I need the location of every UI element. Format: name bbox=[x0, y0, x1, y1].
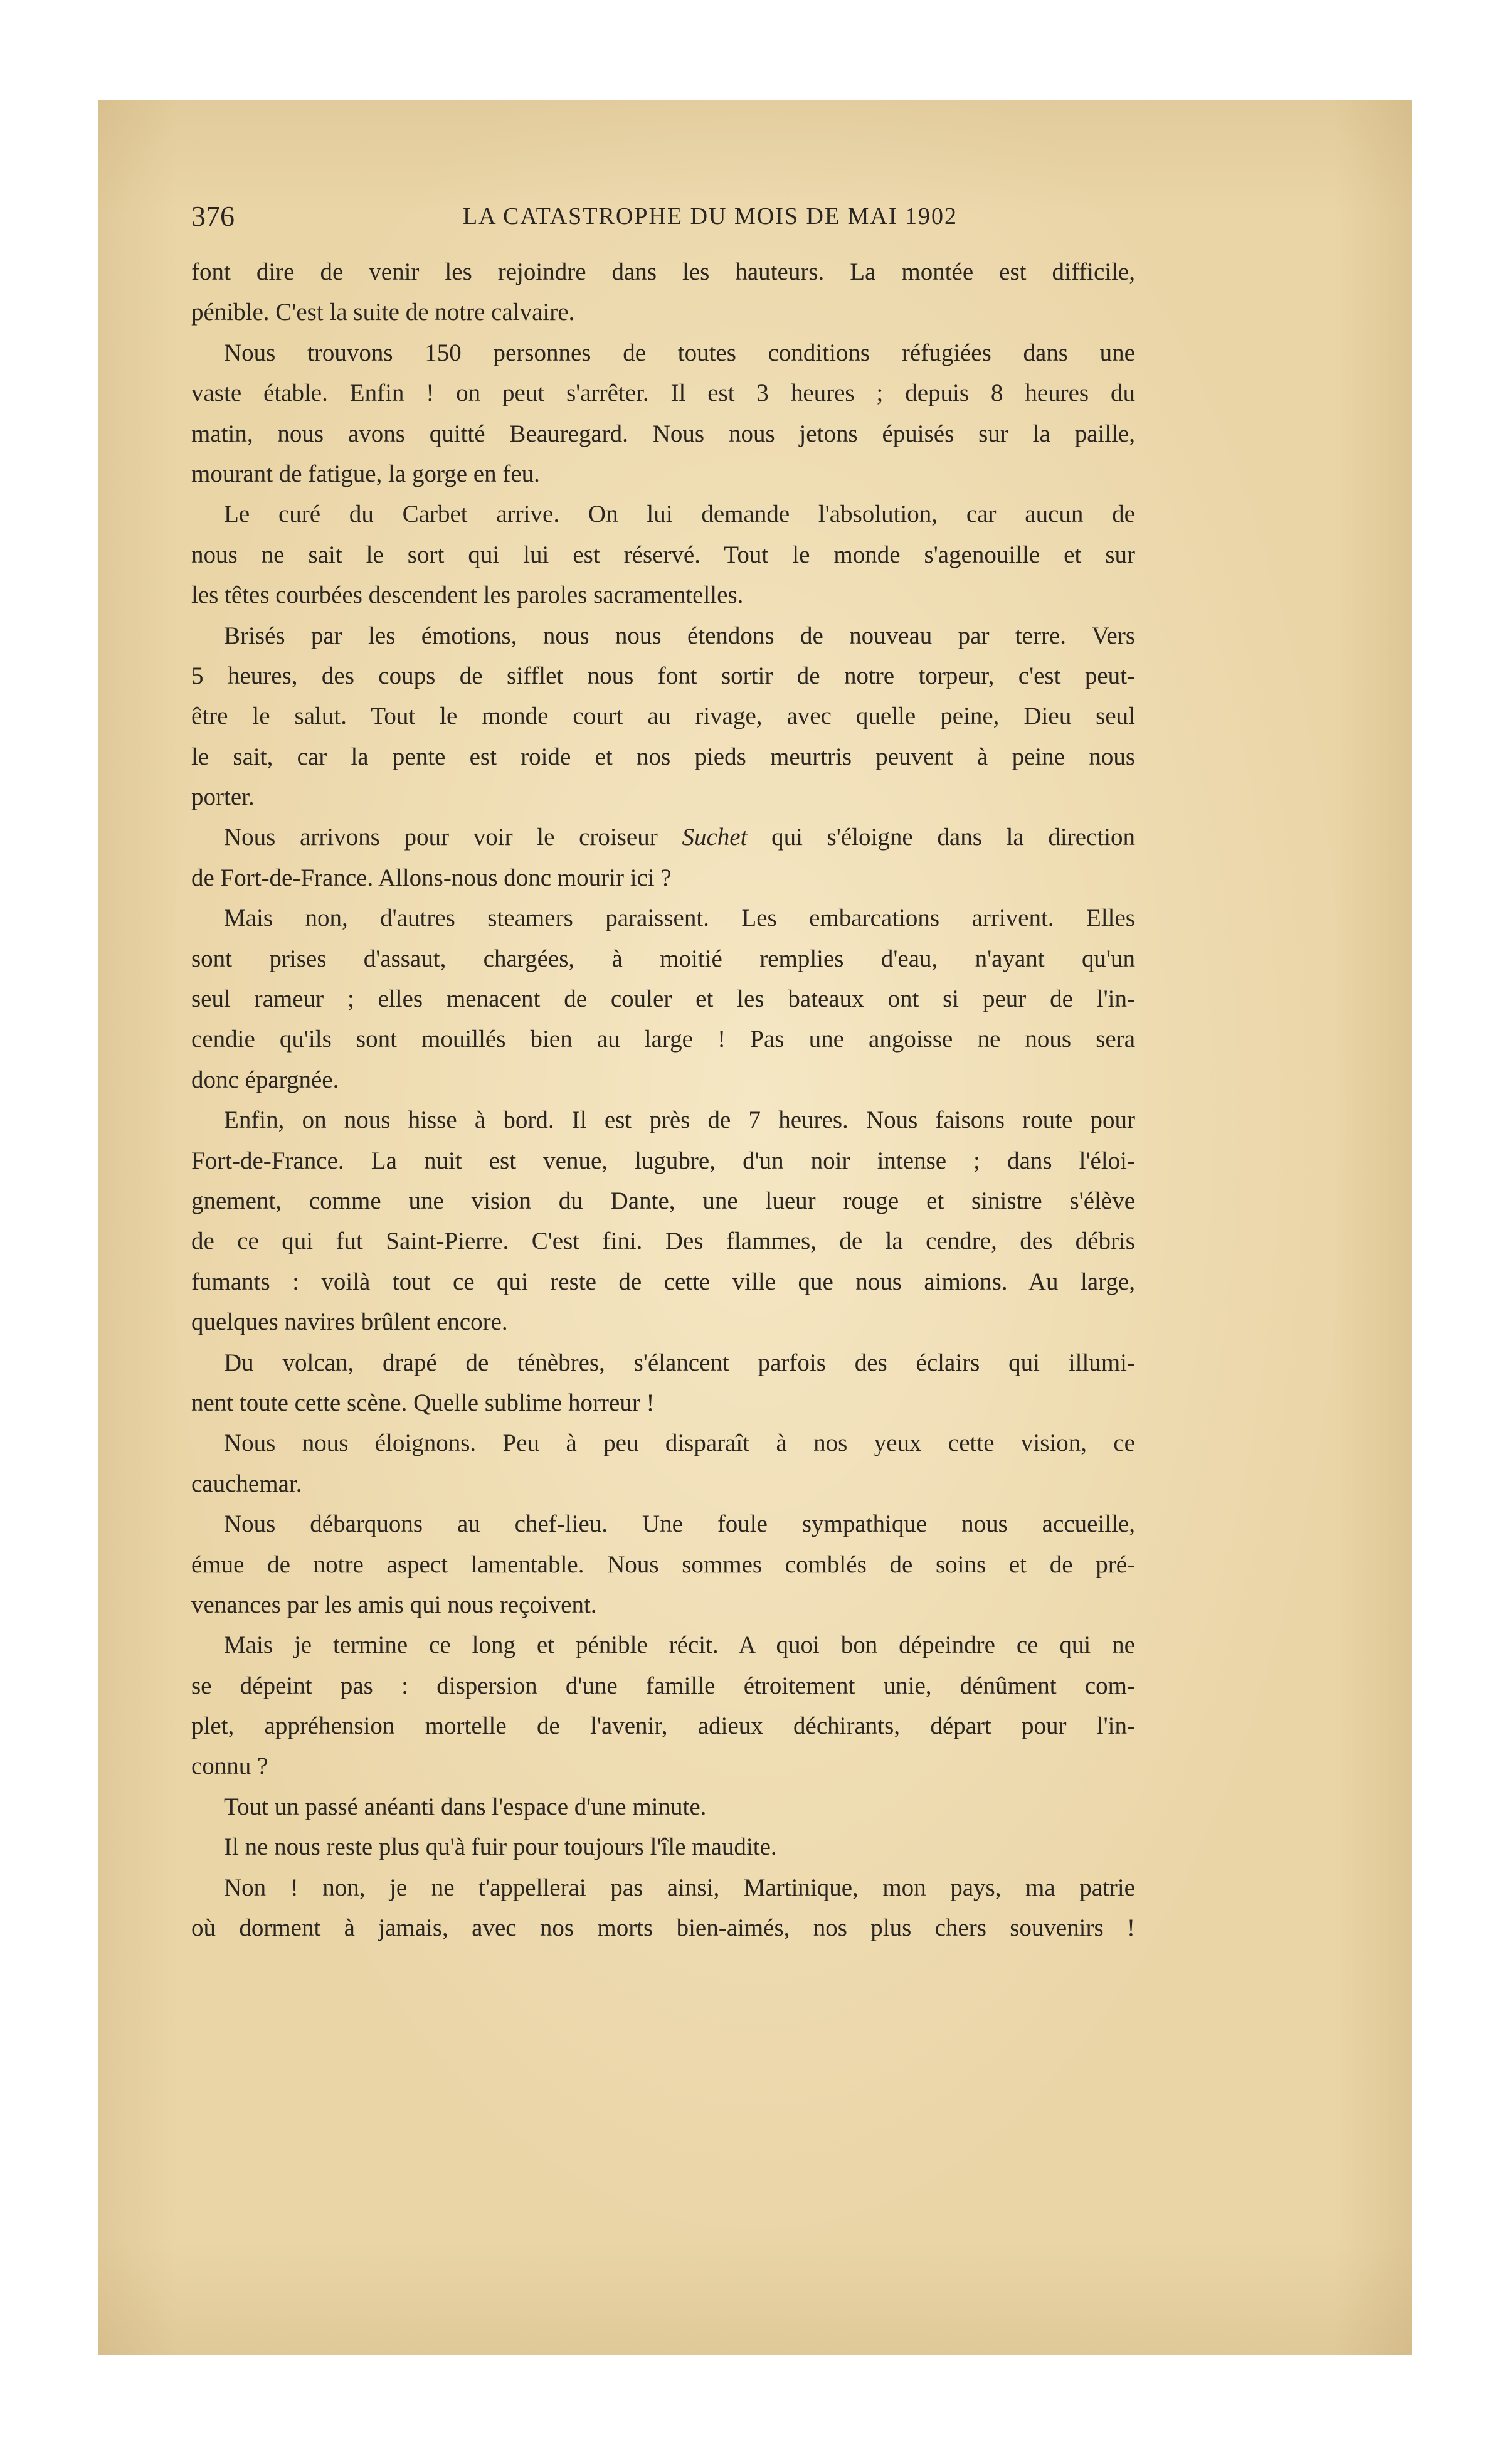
text-line: Fort-de-France. La nuit est venue, lugubre, d'un noir intense ; dans l'éloi- bbox=[191, 1147, 1135, 1174]
paragraph bbox=[191, 1100, 1135, 1342]
text-line: Tout un passé anéanti dans l'espace d'une minute. bbox=[224, 1793, 707, 1820]
text-line: Non ! non, je ne t'appellerai pas ainsi, Martinique, mon pays, ma patrie bbox=[224, 1874, 1135, 1901]
text-line: Nous débarquons au chef-lieu. Une foule sympathique nous accueille, bbox=[224, 1510, 1135, 1538]
text-line: de Fort-de-France. Allons-nous donc mourir ici ? bbox=[191, 864, 672, 891]
text-line: gnement, comme une vision du Dante, une lueur rouge et sinistre s'élève bbox=[191, 1187, 1135, 1214]
text-line: fumants : voilà tout ce qui reste de cette ville que nous aimions. Au large, bbox=[191, 1268, 1135, 1295]
text-line: matin, nous avons quitté Beauregard. Nous nous jetons épuisés sur la paille, bbox=[191, 420, 1135, 447]
text-line: où dorment à jamais, avec nos morts bien-aimés, nos plus chers souvenirs ! bbox=[191, 1914, 1135, 1942]
text-line: donc épargnée. bbox=[191, 1066, 339, 1093]
text-line: le sait, car la pente est roide et nos pieds meurtris peuvent à peine nous bbox=[191, 743, 1135, 770]
text-line: Mais je termine ce long et pénible récit. A quoi bon dépeindre ce qui ne bbox=[224, 1631, 1135, 1659]
paragraph bbox=[191, 494, 1135, 615]
text-line: émue de notre aspect lamentable. Nous sommes comblés de soins et de pré- bbox=[191, 1551, 1135, 1578]
text-line: vaste étable. Enfin ! on peut s'arrêter. Il est 3 heures ; depuis 8 heures du bbox=[191, 379, 1135, 407]
paragraph bbox=[191, 252, 1135, 333]
text-segment: qui s'éloigne dans la direction bbox=[771, 824, 1135, 851]
text-line: connu ? bbox=[191, 1753, 268, 1780]
text-line: être le salut. Tout le monde court au rivage, avec quelle peine, Dieu seul bbox=[191, 703, 1135, 730]
text-line: Il ne nous reste plus qu'à fuir pour toujours l'île maudite. bbox=[224, 1833, 777, 1861]
ship-name: Suchet bbox=[682, 824, 748, 851]
text-line: venances par les amis qui nous reçoivent. bbox=[191, 1591, 597, 1618]
text-line: de ce qui fut Saint-Pierre. C'est fini. Des flammes, de la cendre, des débris bbox=[191, 1228, 1135, 1255]
page-header bbox=[191, 188, 1135, 245]
running-title: LA CATASTROPHE DU MOIS DE MAI 1902 bbox=[462, 203, 958, 230]
text-line: seul rameur ; elles menacent de couler et les bateaux ont si peur de l'in- bbox=[191, 985, 1135, 1013]
text-line: sont prises d'assaut, chargées, à moitié remplies d'eau, n'ayant qu'un bbox=[191, 945, 1135, 972]
text-line: Du volcan, drapé de ténèbres, s'élancent parfois des éclairs qui illumi- bbox=[224, 1349, 1135, 1376]
paragraph bbox=[191, 1343, 1135, 1424]
paragraph bbox=[191, 1625, 1135, 1787]
text-line: cauchemar. bbox=[191, 1470, 302, 1497]
text-line: Brisés par les émotions, nous nous étendons de nouveau par terre. Vers bbox=[224, 622, 1135, 649]
text-line: font dire de venir les rejoindre dans les hauteurs. La montée est difficile, bbox=[191, 258, 1135, 285]
text-line: plet, appréhension mortelle de l'avenir, adieux déchirants, départ pour l'in- bbox=[191, 1712, 1135, 1740]
paragraph bbox=[191, 1868, 1135, 1949]
paragraph bbox=[191, 898, 1135, 1100]
text-line bbox=[191, 817, 1135, 857]
text-line: Nous nous éloignons. Peu à peu disparaît à nos yeux cette vision, ce bbox=[224, 1429, 1135, 1457]
paragraph bbox=[191, 817, 1135, 898]
text-line: les têtes courbées descendent les paroles sacramentelles. bbox=[191, 581, 744, 609]
paragraph bbox=[191, 616, 1135, 818]
text-line: quelques navires brûlent encore. bbox=[191, 1308, 508, 1336]
text-line: Mais non, d'autres steamers paraissent. Les embarcations arrivent. Elles bbox=[224, 904, 1135, 932]
text-line: porter. bbox=[191, 783, 255, 811]
paragraph bbox=[191, 1423, 1135, 1504]
text-line: pénible. C'est la suite de notre calvaire. bbox=[191, 299, 575, 326]
paragraph bbox=[191, 1787, 1135, 1827]
text-line: Le curé du Carbet arrive. On lui demande l'absolution, car aucun de bbox=[224, 501, 1135, 528]
text-segment: Nous arrivons pour voir le croiseur bbox=[224, 824, 658, 851]
text-line: Enfin, on nous hisse à bord. Il est près de 7 heures. Nous faisons route pour bbox=[224, 1106, 1135, 1134]
text-line: cendie qu'ils sont mouillés bien au large ! Pas une angoisse ne nous sera bbox=[191, 1026, 1135, 1053]
text-line: se dépeint pas : dispersion d'une famille étroitement unie, dénûment com- bbox=[191, 1672, 1135, 1699]
text-line: nous ne sait le sort qui lui est réservé. Tout le monde s'agenouille et sur bbox=[191, 541, 1135, 568]
text-line: 5 heures, des coups de sifflet nous font sortir de notre torpeur, c'est peut- bbox=[191, 662, 1135, 689]
paragraph bbox=[191, 1827, 1135, 1867]
paragraph bbox=[191, 333, 1135, 495]
text-line: mourant de fatigue, la gorge en feu. bbox=[191, 460, 540, 487]
page-number: 376 bbox=[191, 200, 235, 232]
text-line: nent toute cette scène. Quelle sublime horreur ! bbox=[191, 1389, 655, 1416]
body-text bbox=[191, 252, 1135, 1948]
paragraph bbox=[191, 1504, 1135, 1625]
text-line: Nous trouvons 150 personnes de toutes conditions réfugiées dans une bbox=[224, 339, 1135, 366]
